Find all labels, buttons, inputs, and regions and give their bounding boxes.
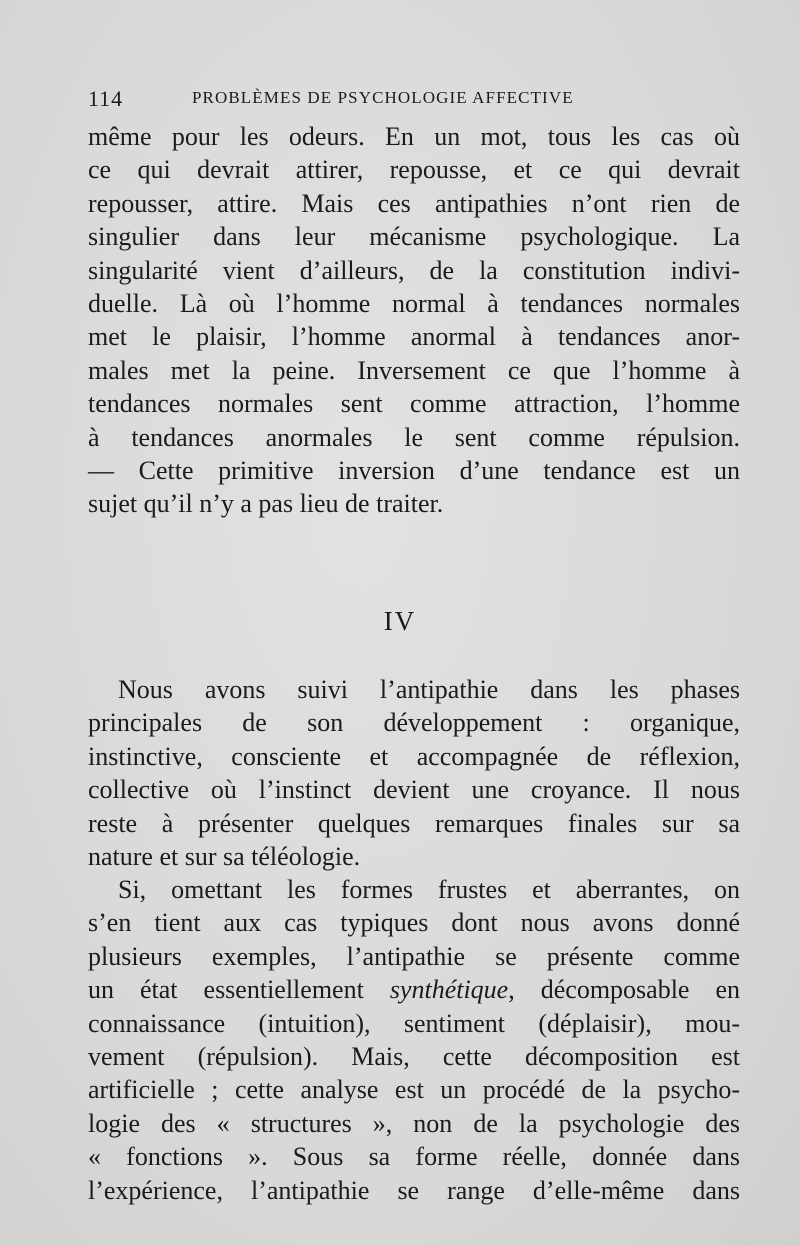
text-line: l’expérience, l’antipathie se range d’elle-même dans [88,1175,740,1205]
text-line: à tendances anormales le sent comme répulsion. [88,422,740,452]
text-line: logie des « structures », non de la psychologie des [88,1108,740,1138]
text-line: s’en tient aux cas typiques dont nous avons donné [88,908,740,938]
running-title: PROBLÈMES DE PSYCHOLOGIE AFFECTIVE [192,88,574,107]
text-line: connaissance (intuition), sentiment (déplaisir), mou- [88,1008,740,1038]
text-line: ce qui devrait attirer, repousse, et ce qui devrait [88,155,740,185]
paragraph-3 [88,873,740,1207]
section-heading: IV [383,606,417,636]
text-line: collective où l’instinct devient une croyance. Il nous [88,775,740,805]
text-line: singulier dans leur mécanisme psychologique. La [88,222,740,252]
text-line: instinctive, consciente et accompagnée de réflexion, [88,741,740,771]
italic-term: synthétique [389,975,509,1005]
running-head [88,86,738,116]
paragraph-2 [88,673,740,873]
text-line: sujet qu’il n’y a pas lieu de traiter. [88,489,444,519]
page-number: 114 [88,86,124,111]
text-line: reste à présenter quelques remarques finales sur sa [88,808,740,838]
text-line: — Cette primitive inversion d’une tendance est un [88,455,740,485]
text-line: tendances normales sent comme attraction, l’homme [88,389,740,419]
text-line: met le plaisir, l’homme anormal à tendances anor- [88,322,740,352]
text-line: males met la peine. Inversement ce que l’homme à [88,355,740,385]
text-line: vement (répulsion). Mais, cette décomposition est [88,1041,740,1071]
text-line: nature et sur sa téléologie. [88,841,361,871]
text-line: Nous avons suivi l’antipathie dans les phases [118,675,740,704]
text-line [88,973,740,1006]
text-line: singularité vient d’ailleurs, de la constitution indivi- [88,255,740,285]
text-line: même pour les odeurs. En un mot, tous les cas où [88,122,740,151]
text-line: « fonctions ». Sous sa forme réelle, donnée dans [88,1142,740,1172]
text-line: plusieurs exemples, l’antipathie se présente comme [88,941,740,971]
text-segment: , décomposable en [508,975,740,1005]
text-line: artificielle ; cette analyse est un procédé de la psycho- [88,1075,740,1105]
paragraph-1 [88,120,740,521]
text-line: duelle. Là où l’homme normal à tendances normales [88,288,740,318]
text-line: principales de son développement : organique, [88,708,740,738]
text-line: Si, omettant les formes frustes et aberrantes, on [118,875,740,904]
text-line: repousser, attire. Mais ces antipathies n’ont rien de [88,188,740,218]
text-segment: un état essentiellement [88,975,390,1005]
